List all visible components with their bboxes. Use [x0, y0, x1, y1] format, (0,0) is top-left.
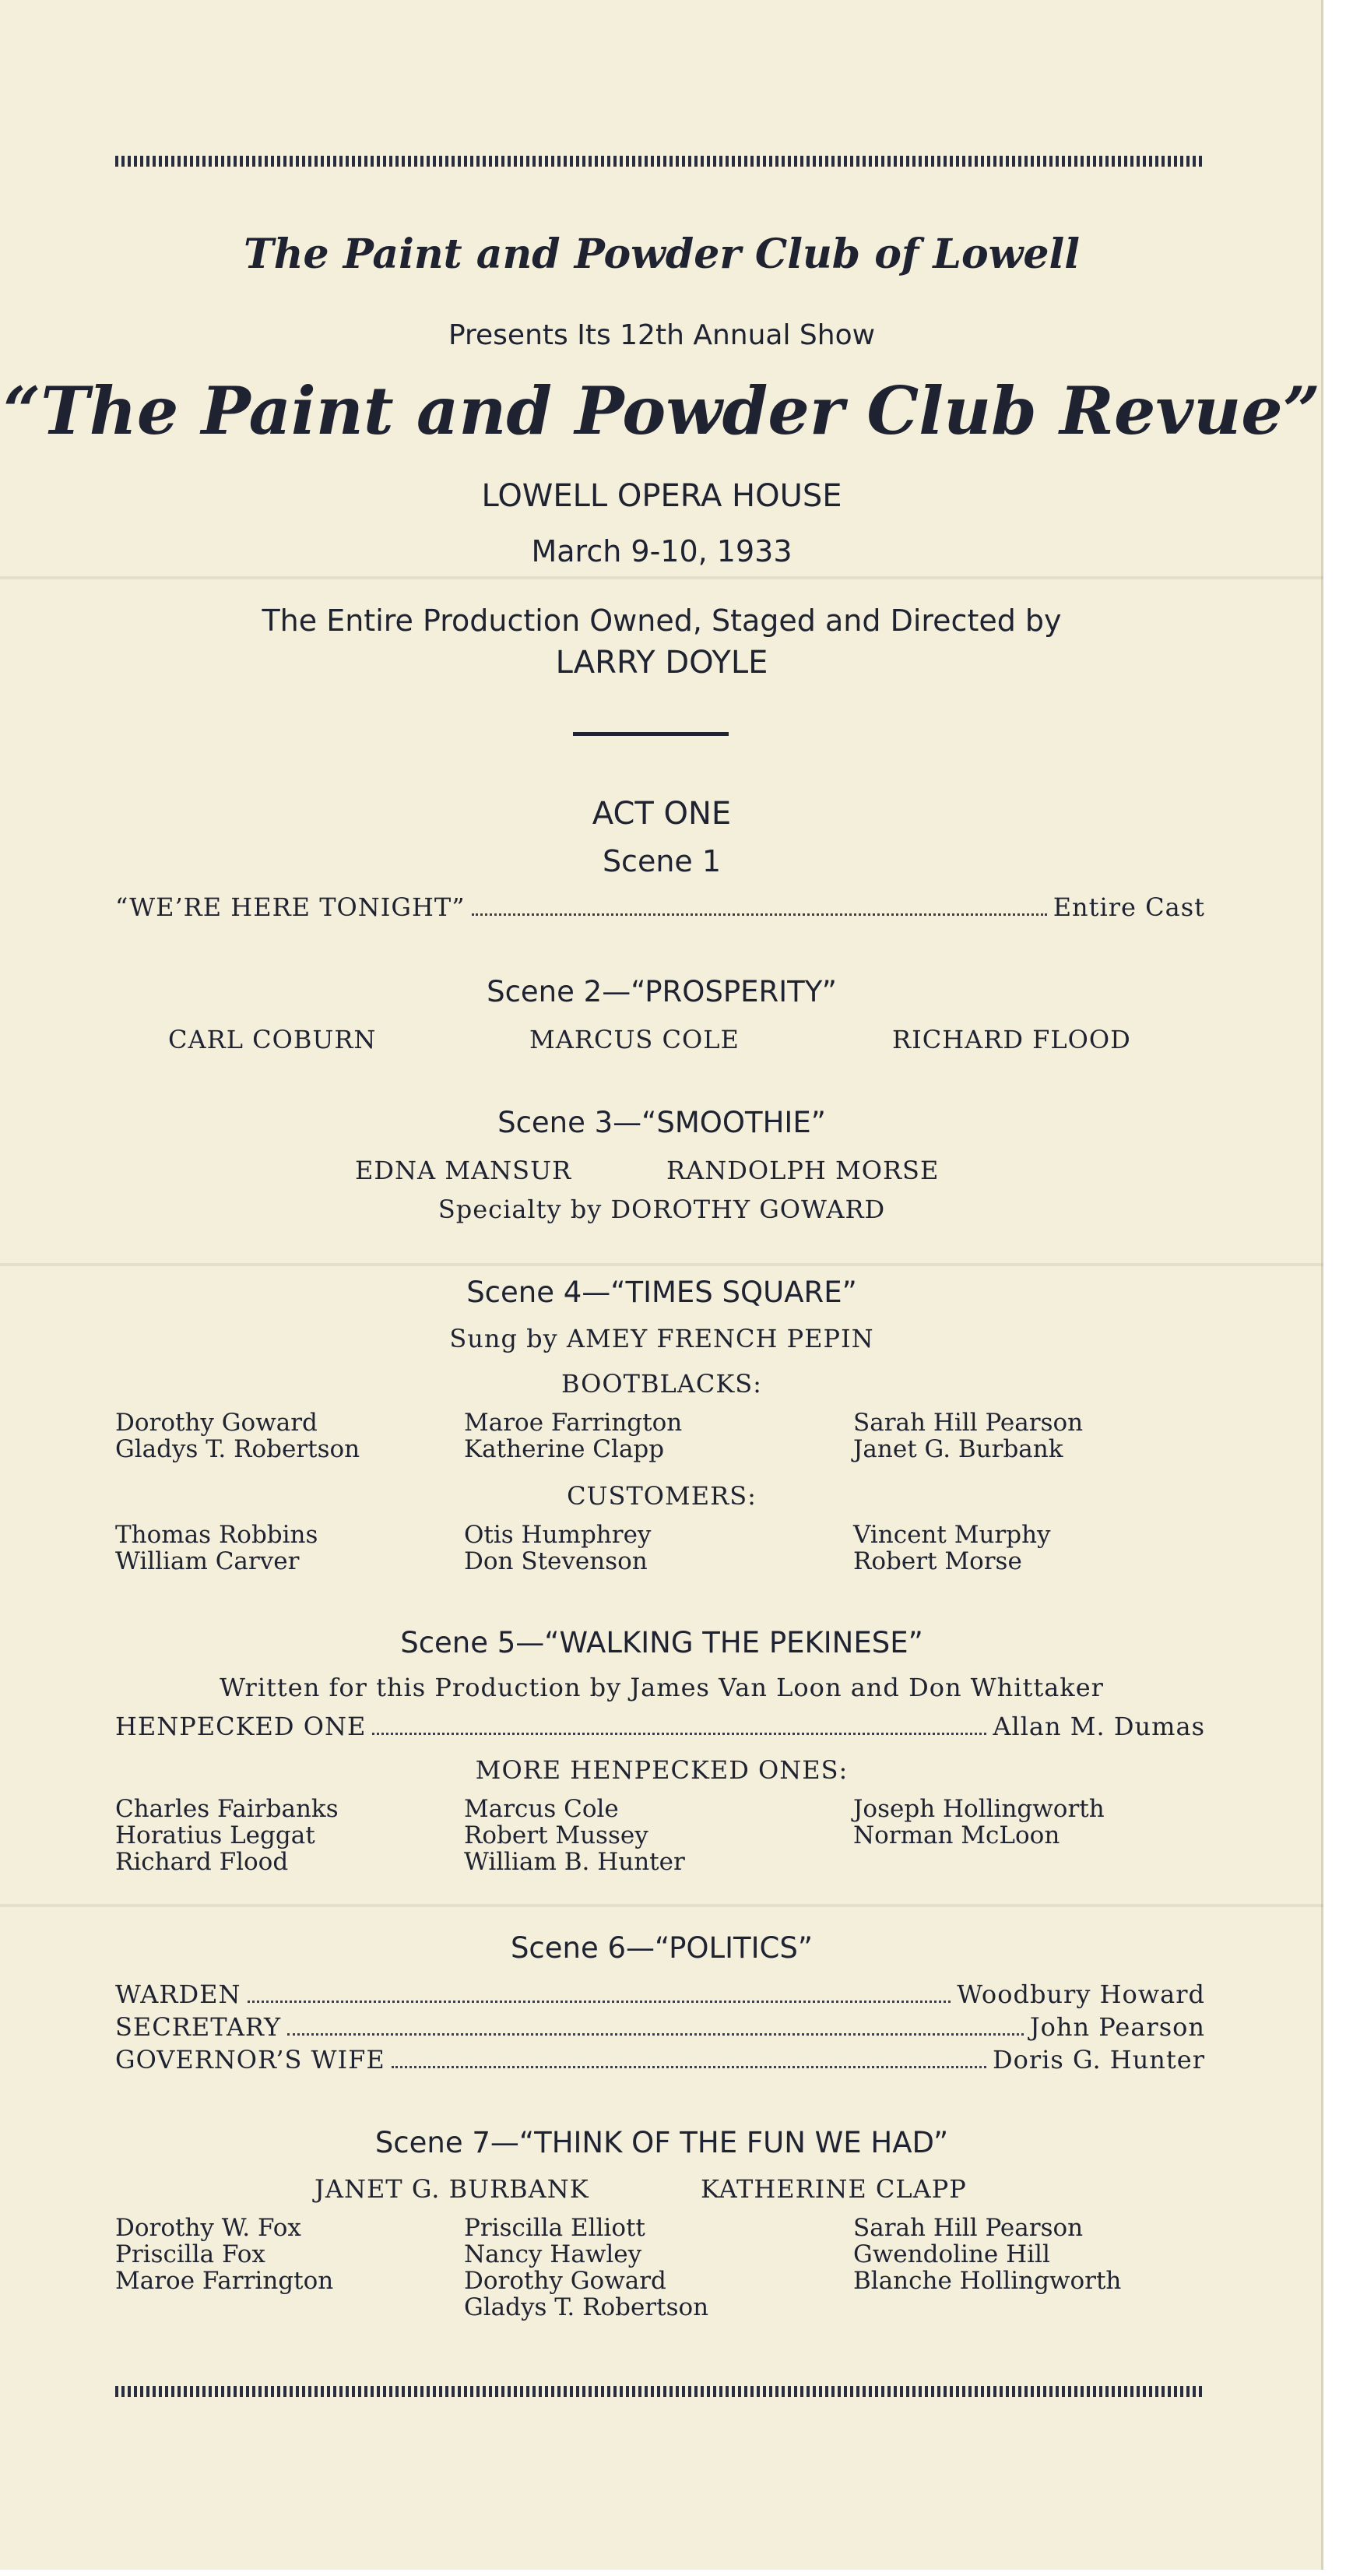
customers-column: [464, 1522, 651, 1575]
henpecked-column: [464, 1796, 685, 1875]
dot-leader: [392, 2050, 986, 2068]
role-name: WARDEN: [115, 1980, 241, 2009]
scene-4-heading: Scene 4—“TIMES SQUARE”: [466, 1276, 857, 1309]
scene-7-heading: Scene 7—“THINK OF THE FUN WE HAD”: [374, 2126, 949, 2159]
production-credit: The Entire Production Owned, Staged and Directed by: [262, 604, 1062, 638]
scene-6-role-line: [115, 2045, 1205, 2075]
cast-name: Dorothy Goward: [115, 1409, 318, 1437]
cast-name: Robert Morse: [853, 1547, 1022, 1575]
cast-name: Thomas Robbins: [115, 1521, 318, 1549]
cast-name: Richard Flood: [115, 1848, 289, 1876]
scene-2-cast-member: RICHARD FLOOD: [892, 1025, 1131, 1054]
cast-name: Vincent Murphy: [853, 1521, 1051, 1549]
cast-name: Horatius Leggat: [115, 1821, 315, 1849]
scene-1-heading: Scene 1: [602, 844, 722, 878]
cast-name: Nancy Hawley: [464, 2240, 642, 2268]
club-name: The Paint and Powder Club of Lowell: [244, 231, 1080, 278]
role-name: HENPECKED ONE: [115, 1712, 367, 1741]
cast-name: Maroe Farrington: [115, 2267, 334, 2295]
cast-name: Robert Mussey: [464, 1821, 648, 1849]
show-dates: March 9-10, 1933: [531, 534, 792, 568]
scene-7-cast-column: [115, 2215, 333, 2294]
scene-6-role-line: [115, 2012, 1205, 2042]
dot-leader: [287, 2018, 1024, 2036]
scene-5-written-by: Written for this Production by James Van Loon and Don Whittaker: [220, 1673, 1104, 1702]
cast-name: Priscilla Fox: [115, 2240, 265, 2268]
cast-name: Don Stevenson: [464, 1547, 648, 1575]
scene-7-lead: KATHERINE CLAPP: [701, 2174, 967, 2204]
cast-name: Gwendoline Hill: [853, 2240, 1050, 2268]
scene-5-heading: Scene 5—“WALKING THE PEKINESE”: [400, 1626, 923, 1659]
scene-3-specialty: Specialty by DOROTHY GOWARD: [438, 1195, 886, 1224]
scene-3-cast-member: EDNA MANSUR: [355, 1156, 572, 1185]
cast-name: Blanche Hollingworth: [853, 2267, 1122, 2295]
scene-4-sung-by: Sung by AMEY FRENCH PEPIN: [449, 1324, 874, 1353]
fold-line: [0, 1263, 1323, 1266]
dot-leader: [248, 1985, 951, 2003]
scene-1-line: [115, 892, 1205, 922]
role-name: SECRETARY: [115, 2012, 282, 2042]
cast-name: Janet G. Burbank: [853, 1435, 1063, 1463]
cast-name: Charles Fairbanks: [115, 1795, 339, 1823]
cast-name: William B. Hunter: [464, 1848, 685, 1876]
role-actor: Woodbury Howard: [957, 1980, 1205, 2009]
role-name: GOVERNOR’S WIFE: [115, 2045, 385, 2075]
cast-name: Dorothy Goward: [464, 2267, 666, 2295]
top-border-ornament: [115, 156, 1205, 167]
cast-name: Norman McLoon: [853, 1821, 1060, 1849]
cast-name: Otis Humphrey: [464, 1521, 652, 1549]
scene-3-heading: Scene 3—“SMOOTHIE”: [497, 1106, 826, 1139]
act-title: ACT ONE: [592, 796, 732, 832]
cast-name: Marcus Cole: [464, 1795, 619, 1823]
venue: LOWELL OPERA HOUSE: [481, 478, 842, 514]
cast-name: Gladys T. Robertson: [115, 1435, 360, 1463]
cast-name: Priscilla Elliott: [464, 2214, 645, 2242]
role-actor: Allan M. Dumas: [993, 1712, 1205, 1741]
scene-6-role-line: [115, 1980, 1205, 2009]
scene-1-song: “WE’RE HERE TONIGHT”: [115, 892, 466, 922]
show-title: “The Paint and Powder Club Revue”: [2, 372, 1321, 449]
cast-name: Dorothy W. Fox: [115, 2214, 301, 2242]
customers-label: CUSTOMERS:: [567, 1481, 757, 1511]
customers-column: [853, 1522, 1051, 1575]
scene-1-performer: Entire Cast: [1053, 892, 1205, 922]
scene-7-cast-column: [464, 2215, 708, 2321]
role-actor: John Pearson: [1029, 2012, 1205, 2042]
bottom-border-ornament: [115, 2386, 1205, 2397]
cast-name: Katherine Clapp: [464, 1435, 665, 1463]
scene-2-heading: Scene 2—“PROSPERITY”: [487, 975, 837, 1008]
cast-name: Sarah Hill Pearson: [853, 2214, 1084, 2242]
bootblacks-column: [853, 1409, 1083, 1462]
scene-3-cast-member: RANDOLPH MORSE: [666, 1156, 940, 1185]
presents-line: Presents Its 12th Annual Show: [448, 319, 876, 351]
henpecked-column: [853, 1796, 1105, 1849]
cast-name: Sarah Hill Pearson: [853, 1409, 1084, 1437]
title-divider: [573, 732, 729, 736]
dot-leader: [472, 898, 1047, 916]
henpecked-column: [115, 1796, 339, 1875]
cast-name: Gladys T. Robertson: [464, 2293, 709, 2321]
director-name: LARRY DOYLE: [555, 645, 768, 681]
cast-name: William Carver: [115, 1547, 300, 1575]
scene-7-cast-column: [853, 2215, 1121, 2294]
scene-6-heading: Scene 6—“POLITICS”: [510, 1931, 814, 1965]
fold-line: [0, 576, 1323, 579]
scene-2-cast-member: CARL COBURN: [168, 1025, 377, 1054]
customers-column: [115, 1522, 318, 1575]
scene-2-cast-member: MARCUS COLE: [529, 1025, 740, 1054]
bootblacks-column: [464, 1409, 682, 1462]
role-actor: Doris G. Hunter: [992, 2045, 1205, 2075]
scene-7-lead: JANET G. BURBANK: [315, 2174, 589, 2204]
cast-name: Maroe Farrington: [464, 1409, 683, 1437]
cast-name: Joseph Hollingworth: [853, 1795, 1105, 1823]
dot-leader: [372, 1717, 986, 1735]
more-henpecked-label: MORE HENPECKED ONES:: [475, 1755, 849, 1785]
fold-line: [0, 1904, 1323, 1907]
bootblacks-column: [115, 1409, 360, 1462]
bootblacks-label: BOOTBLACKS:: [561, 1369, 762, 1399]
scene-5-role-line: [115, 1712, 1205, 1741]
